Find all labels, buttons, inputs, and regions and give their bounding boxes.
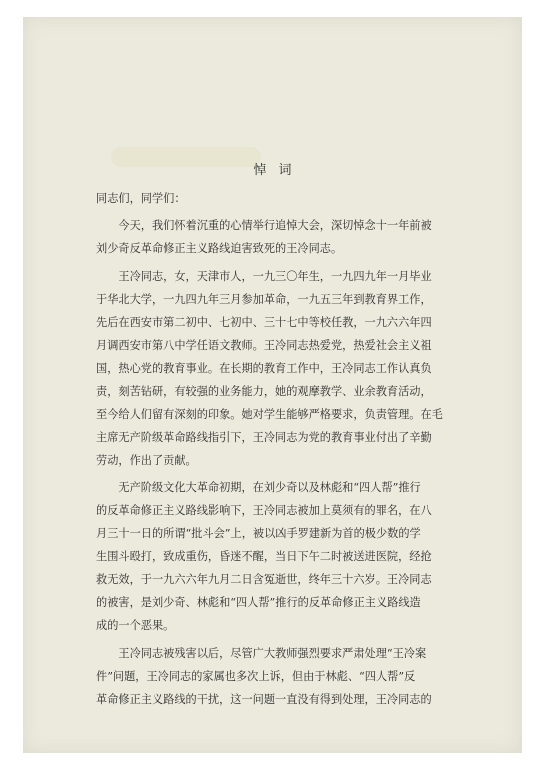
text-line: 王冷同志被残害以后，尽管广大教师强烈要求严肃处理“王冷案 bbox=[96, 647, 427, 660]
salutation-line: 同志们，同学们： bbox=[96, 192, 186, 205]
text-line: 国，热心党的教育事业。在长期的教育工作中，王冷同志工作认真负 bbox=[96, 362, 432, 375]
text-line: 革命修正主义路线的干扰，这一问题一直没有得到处理，王冷同志的 bbox=[96, 693, 432, 706]
text-line: 成的一个恶果。 bbox=[96, 619, 175, 632]
paper-sheet bbox=[23, 17, 522, 753]
document-title: 悼词 bbox=[253, 163, 304, 178]
text-line: 王冷同志，女，天津市人，一九三〇年生，一九四九年一月毕业 bbox=[96, 270, 432, 283]
document-body bbox=[23, 17, 522, 753]
text-line: 刘少奇反革命修正主义路线迫害致死的王冷同志。 bbox=[96, 242, 343, 255]
text-line: 月三十一日的所谓“批斗会”上，被以凶手罗建新为首的极少数的学 bbox=[96, 527, 421, 540]
text-line: 救无效，于一九六六年九月二日含冤逝世，终年三十六岁。王冷同志 bbox=[96, 573, 432, 586]
text-line: 的被害，是刘少奇、林彪和“四人帮”推行的反革命修正主义路线造 bbox=[96, 596, 421, 609]
text-line: 至今给人们留有深刻的印象。她对学生能够严格要求，负责管理。在毛 bbox=[96, 408, 443, 421]
text-line: 劳动，作出了贡献。 bbox=[96, 454, 197, 467]
text-line: 无产阶级文化大革命初期，在刘少奇以及林彪和“四人帮”推行 bbox=[96, 481, 421, 494]
text-line: 责，刻苦钻研，有较强的业务能力，她的观摩教学、业余教育活动， bbox=[96, 385, 432, 398]
text-line: 件”问题，王冷同志的家属也多次上诉，但由于林彪、“四人帮”反 bbox=[96, 670, 416, 683]
text-line: 今天，我们怀着沉重的心情举行追悼大会，深切悼念十一年前被 bbox=[96, 219, 432, 232]
text-line: 于华北大学，一九四九年三月参加革命，一九五三年到教育界工作， bbox=[96, 293, 432, 306]
text-line: 的反革命修正主义路线影响下，王冷同志被加上莫须有的罪名，在八 bbox=[96, 504, 432, 517]
text-line: 先后在西安市第二初中、七初中、三十七中等校任教，一九六六年四 bbox=[96, 316, 432, 329]
text-line: 主席无产阶级革命路线指引下，王冷同志为党的教育事业付出了辛勤 bbox=[96, 431, 432, 444]
text-line: 月调西安市第八中学任语文教师。王冷同志热爱党，热爱社会主义祖 bbox=[96, 339, 432, 352]
text-line: 生围斗殴打，致成重伤，昏迷不醒，当日下午二时被送进医院，经抢 bbox=[96, 550, 432, 563]
